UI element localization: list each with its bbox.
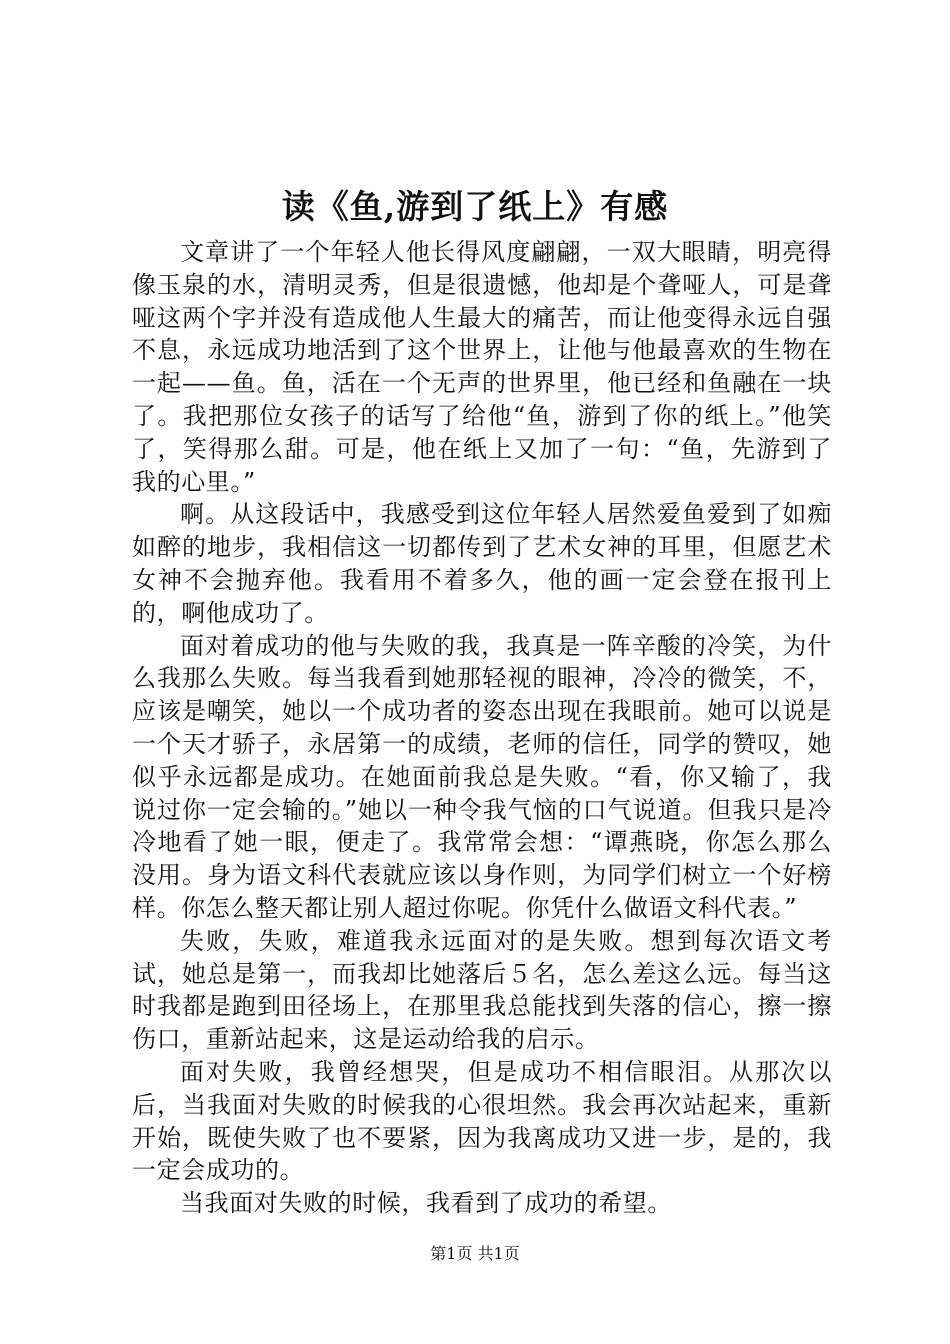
paragraph-6: 当我面对失败的时候，我看到了成功的希望。 [180,1189,672,1218]
paragraph-5: 面对失败，我曾经想哭，但是成功不相信眼泪。从那次以后，当我面对失败的时候我的心很坦然。我会再次站起来，重新开始，既使失败了也不要紧，因为我离成功又进一步，是的，我一定会成功的。 [132,1057,832,1185]
paragraph-4: 失败，失败，难道我永远面对的是失败。想到每次语文考试，她总是第一，而我却比她落后５名，怎么差这么远。每当这时我都是跑到田径场上，在那里我总能找到失落的信心，擦一擦伤口，重新站起来，这是运动给我的启示。 [132,926,832,1054]
paragraph-1: 文章讲了一个年轻人他长得风度翩翩，一双大眼睛，明亮得像玉泉的水，清明灵秀，但是很遗憾，他却是个聋哑人，可是聋哑这两个字并没有造成他人生最大的痛苦，而让他变得永远自强不息，永远成功地活到了这个世界上，让他与他最喜欢的生物在一起——鱼。鱼，活在一个无声的世界里，他已经和鱼融在一块了。我把那位女孩子的话写了给他“鱼，游到了你的纸上。”他笑了，笑得那么甜。可是，他在纸上又加了一句：“鱼，先游到了我的心里。” [132,238,832,496]
document-title: 读《鱼,游到了纸上》有感 [281,187,669,226]
paragraph-2: 啊。从这段话中，我感受到这位年轻人居然爱鱼爱到了如痴如醉的地步，我相信这一切都传到了艺术女神的耳里，但愿艺术女神不会抛弃他。我看用不着多久，他的画一定会登在报刊上的，啊他成功了。 [132,500,832,627]
paragraph-3: 面对着成功的他与失败的我，我真是一阵辛酸的冷笑，为什么我那么失败。每当我看到她那轻视的眼神，冷冷的微笑，不，应该是嘲笑，她以一个成功者的姿态出现在我眼前。她可以说是一个天才骄子，永居第一的成绩，老师的信任，同学的赞叹，她似乎永远都是成功。在她面前我总是失败。“看，你又输了，我说过你一定会输的。”她以一种令我气恼的口气说道。但我只是冷冷地看了她一眼，便走了。我常常会想：“谭燕晓，你怎么那么没用。身为语文科代表就应该以身作则，为同学们树立一个好榜样。你怎么整天都让别人超过你呢。你凭什么做语文科代表。” [132,631,832,922]
document-body [132,236,832,1220]
page-footer: 第1页 共1页 [430,1244,520,1263]
